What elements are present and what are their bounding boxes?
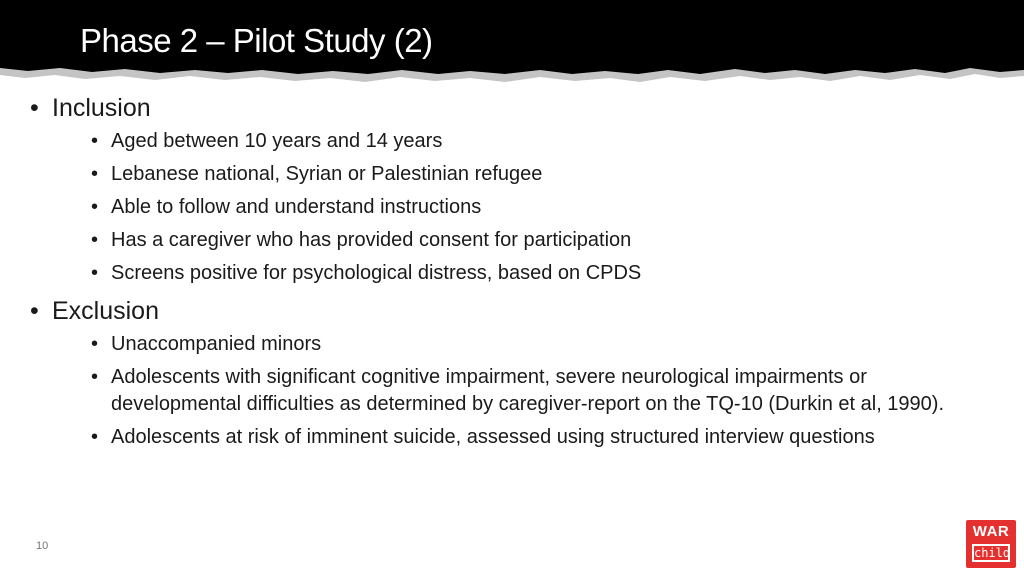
bullet-icon: • (91, 229, 99, 251)
section-heading: Inclusion (52, 94, 151, 122)
list-item: • Able to follow and understand instructions (73, 194, 990, 221)
bullet-icon: • (91, 333, 99, 355)
bullet-icon: • (91, 130, 99, 152)
logo-text-top: WAR (972, 523, 1010, 540)
list-item: • Has a caregiver who has provided consent for participation (73, 227, 990, 254)
logo-text-bottom: child (974, 546, 1011, 560)
war-child-logo (966, 520, 1016, 568)
section-exclusion (30, 295, 990, 451)
bullet-icon: • (30, 297, 39, 325)
title-banner (0, 0, 1024, 100)
list-item: • Unaccompanied minors (73, 331, 990, 358)
bullet-icon: • (91, 262, 99, 284)
section-heading: Exclusion (52, 297, 159, 325)
bullet-icon: • (91, 163, 99, 185)
list-item: • Adolescents at risk of imminent suicide, assessed using structured interview questions (73, 424, 990, 451)
bullet-icon: • (91, 196, 99, 218)
list-item: • Aged between 10 years and 14 years (73, 128, 990, 155)
bullet-icon: • (30, 94, 39, 122)
exclusion-list (52, 331, 990, 451)
slide-body (30, 92, 990, 457)
inclusion-list (52, 128, 990, 287)
list-item: • Lebanese national, Syrian or Palestinian refugee (73, 161, 990, 188)
list-item: • Adolescents with significant cognitive impairment, severe neurological impairments or developmental difficulties as determined by caregiver-report on the TQ-10 (Durkin et al, 1990). (91, 366, 945, 415)
bullet-icon: • (91, 426, 99, 448)
list-item: • Screens positive for psychological distress, based on CPDS (73, 260, 990, 287)
section-inclusion (30, 92, 990, 287)
page-number: 10 (36, 540, 49, 552)
bullet-icon: • (91, 366, 99, 388)
page-title: Phase 2 – Pilot Study (2) (80, 22, 433, 59)
